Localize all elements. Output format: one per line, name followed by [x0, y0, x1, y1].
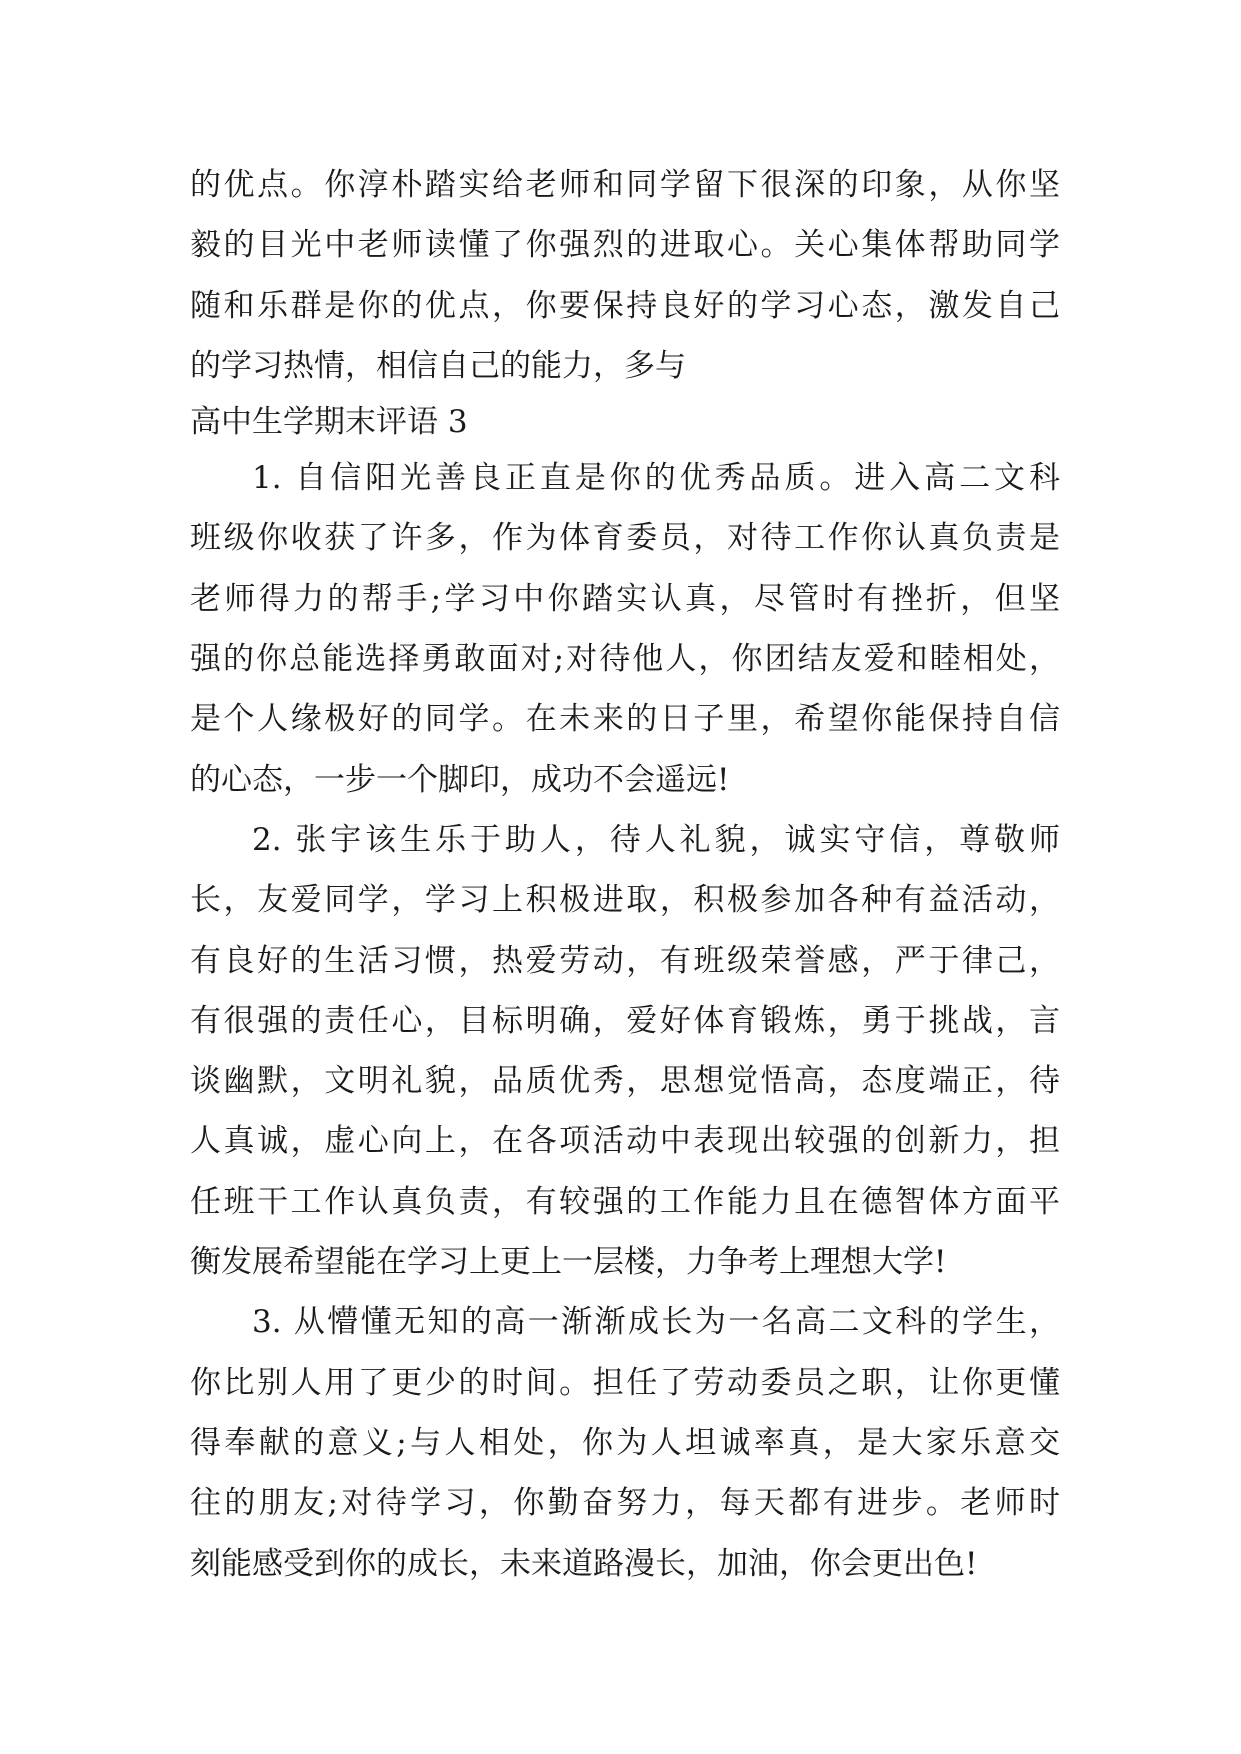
text-line: 得奉献的意义;与人相处，你为人坦诚率真，是大家乐意交 — [190, 1424, 1060, 1461]
document-page — [190, 155, 1060, 1594]
text-line: 是个人缘极好的同学。在未来的日子里，希望你能保持自信 — [190, 701, 1060, 738]
text-line: 的优点。你淳朴踏实给老师和同学留下很深的印象，从你坚 — [190, 167, 1060, 203]
text-line: 长，友爱同学，学习上积极进取，积极参加各种有益活动， — [190, 882, 1060, 919]
text-line: 你比别人用了更少的时间。担任了劳动委员之职，让你更懂 — [190, 1364, 1060, 1401]
text-line: 的学习热情，相信自己的能力，多与 — [190, 347, 686, 384]
comment-item-3 — [190, 1292, 1060, 1593]
text-line: 人真诚，虚心向上，在各项活动中表现出较强的创新力，担 — [190, 1123, 1060, 1160]
intro-paragraph — [190, 155, 1060, 396]
text-line: 任班干工作认真负责，有较强的工作能力且在德智体方面平 — [190, 1183, 1060, 1220]
text-line: 有很强的责任心，目标明确，爱好体育锻炼，勇于挑战，言 — [190, 1002, 1060, 1039]
text-line: 3. 从懵懂无知的高一渐渐成长为一名高二文科的学生， — [252, 1304, 1060, 1341]
text-line: 随和乐群是你的优点，你要保持良好的学习心态，激发自己 — [190, 287, 1060, 324]
text-line: 强的你总能选择勇敢面对;对待他人，你团结友爱和睦相处， — [190, 641, 1060, 678]
comment-item-2 — [190, 810, 1060, 1292]
text-line: 谈幽默，文明礼貌，品质优秀，思想觉悟高，态度端正，待 — [190, 1063, 1060, 1100]
text-line: 有良好的生活习惯，热爱劳动，有班级荣誉感，严于律己， — [190, 942, 1060, 979]
text-line: 的心态，一步一个脚印，成功不会遥远! — [190, 761, 730, 798]
text-line: 往的朋友;对待学习，你勤奋努力，每天都有进步。老师时 — [190, 1485, 1060, 1522]
text-line: 刻能感受到你的成长，未来道路漫长，加油，你会更出色! — [190, 1545, 978, 1582]
text-line: 老师得力的帮手;学习中你踏实认真，尽管时有挫折，但坚 — [190, 580, 1060, 617]
text-line: 2. 张宇该生乐于助人，待人礼貌，诚实守信，尊敬师 — [252, 821, 1060, 858]
text-line: 毅的目光中老师读懂了你强烈的进取心。关心集体帮助同学 — [190, 227, 1060, 264]
section-heading: 高中生学期末评语 3 — [190, 404, 468, 441]
comment-item-1 — [190, 448, 1060, 810]
text-line: 班级你收获了许多，作为体育委员，对待工作你认真负责是 — [190, 520, 1060, 557]
text-line: 衡发展希望能在学习上更上一层楼，力争考上理想大学! — [190, 1244, 947, 1281]
text-line: 1. 自信阳光善良正直是你的优秀品质。进入高二文科 — [252, 460, 1060, 497]
